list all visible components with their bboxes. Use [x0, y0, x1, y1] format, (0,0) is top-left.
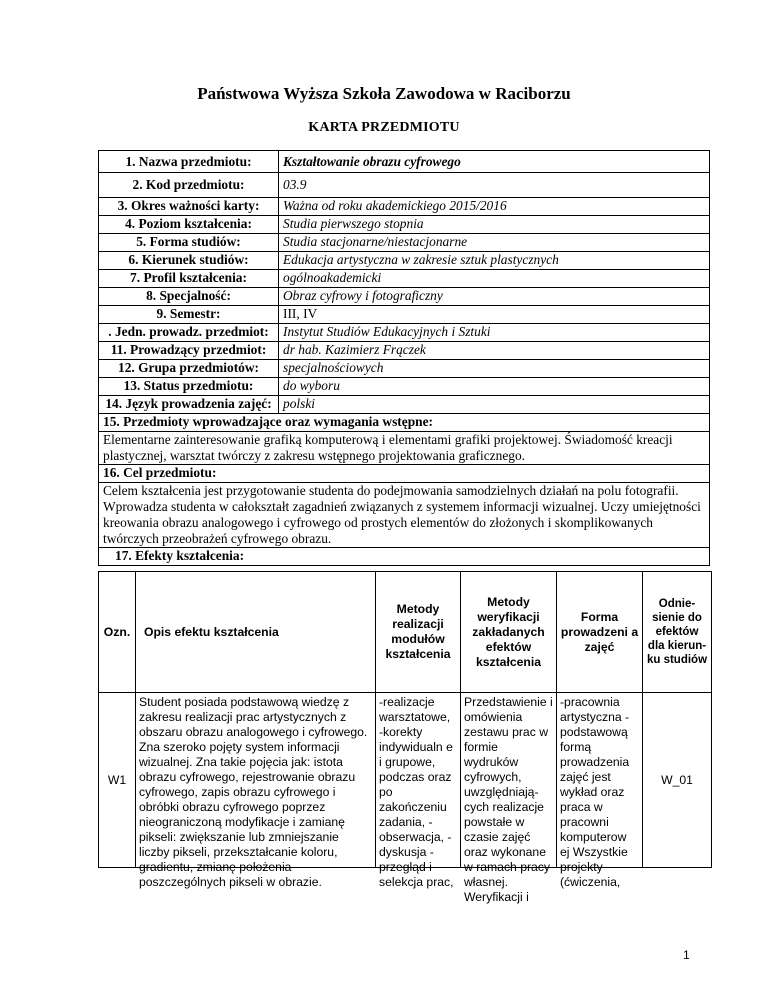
outcome-row	[99, 693, 712, 868]
field-label: 4. Poziom kształcenia:	[99, 216, 279, 234]
field-label: 9. Semestr:	[99, 306, 279, 324]
field-row	[99, 288, 710, 306]
field-value: specjalnościowych	[279, 360, 710, 378]
field-row	[99, 396, 710, 414]
field-row	[99, 198, 710, 216]
document-title: KARTA PRZEDMIOTU	[308, 120, 460, 135]
field-value: do wyboru	[279, 378, 710, 396]
field-label: 11. Prowadzący przedmiot:	[99, 342, 279, 360]
column-header: Odnie-sienie do efektów dla kierun-ku studiów	[643, 572, 712, 693]
field-value: Obraz cyfrowy i fotograficzny	[279, 288, 710, 306]
field-value: 03.9	[279, 173, 710, 198]
field-label: 12. Grupa przedmiotów:	[99, 360, 279, 378]
outcome-form-text: -pracownia artystyczna -podstawową formą prowadzenia zajęć jest wykład oraz praca w pracowni komputerow ej Wszystkie projekty (ćwiczenia,	[560, 695, 630, 889]
field-label: 13. Status przedmiotu:	[99, 378, 279, 396]
field-row	[99, 360, 710, 378]
outcome-methods-text: -realizacje warsztatowe, -korekty indywidualn e i grupowe, podczas oraz po zakończeniu zadania, -obserwacja, -dyskusja -przegląd i selekcja prac,	[379, 695, 454, 889]
field-label: 6. Kierunek studiów:	[99, 252, 279, 270]
field-value: Ważna od roku akademickiego 2015/2016	[279, 198, 710, 216]
section-heading-row	[99, 465, 710, 483]
field-value: polski	[279, 396, 710, 414]
field-row	[99, 342, 710, 360]
section-text-row	[99, 432, 710, 465]
field-label: 7. Profil kształcenia:	[99, 270, 279, 288]
column-header: Ozn.	[99, 572, 136, 693]
field-value: Kształtowanie obrazu cyfrowego	[279, 151, 710, 173]
outcomes-header-row	[99, 572, 712, 693]
field-value: III, IV	[279, 306, 710, 324]
course-info-table	[98, 150, 710, 566]
outcome-code: W1	[99, 693, 136, 868]
field-row	[99, 151, 710, 173]
field-label: 2. Kod przedmiotu:	[99, 173, 279, 198]
section-16-text: Celem kształcenia jest przygotowanie studenta do podejmowania samodzielnych działań na polu fotografii. Wprowadza studenta w całokształt zagadnień związanych z systemem informacji wizualnej. Uczy umiejętności kreowania obrazu analogowego i cyfrowego od prostych elementów do złożonych i skomplikowanych twórczych przeobrażeń cyfrowego obrazu.	[99, 483, 710, 548]
field-value: dr hab. Kazimierz Frączek	[279, 342, 710, 360]
field-label: 1. Nazwa przedmiotu:	[99, 151, 279, 173]
field-row	[99, 216, 710, 234]
column-header: Metody realizacji modułów kształcenia	[376, 572, 461, 693]
learning-outcomes-table	[98, 571, 712, 904]
field-row	[99, 324, 710, 342]
institution-name: Państwowa Wyższa Szkoła Zawodowa w Raciborzu	[197, 84, 571, 103]
page-number: 1	[683, 948, 690, 962]
outcome-verification-text: Przedstawienie i omówienia zestawu prac w formie wydruków cyfrowych, uwzględniają-cych realizacje powstałe w czasie zajęć oraz wykonane w ramach pracy własnej. Weryfikacji i	[464, 695, 553, 904]
field-value: Studia stacjonarne/niestacjonarne	[279, 234, 710, 252]
field-label: . Jedn. prowadz. przedmiot:	[99, 324, 279, 342]
outcome-methods	[376, 693, 461, 889]
field-row	[99, 173, 710, 198]
field-value: Edukacja artystyczna w zakresie sztuk plastycznych	[279, 252, 710, 270]
field-label: 3. Okres ważności karty:	[99, 198, 279, 216]
section-heading-row	[99, 414, 710, 432]
section-text-row	[99, 483, 710, 548]
outcome-verification	[461, 693, 557, 904]
outcome-description	[136, 693, 376, 889]
section-15-text: Elementarne zainteresowanie grafiką komputerową i elementami grafiki projektowej. Świadomość kreacji plastycznej, warsztat twórczy z zakresu wstępnego projektowania graficznego.	[99, 432, 710, 465]
outcome-reference: W_01	[643, 693, 712, 868]
outcome-description-text: Student posiada podstawową wiedzę z zakresu realizacji prac artystycznych z obszaru obrazu analogowego i cyfrowego. Zna szeroko pojęty system informacji wizualnej. Zna takie pojęcia jak: istota obrazu cyfrowego, rejestrowanie obrazu cyfrowego, zapis obrazu cyfrowego i obróbki obrazu cyfrowego poprzez nieograniczoną modyfikacje i zamianę pikseli: zwiększanie lub zmniejszanie liczby pikseli, przekształcanie koloru, gradientu, zmianę położenia poszczególnych pikseli w obrazie.	[139, 695, 368, 889]
field-label: 14. Język prowadzenia zajęć:	[99, 396, 279, 414]
outcome-form	[557, 693, 643, 889]
field-value: ogólnoakademicki	[279, 270, 710, 288]
column-header: Forma prowadzeni a zajęć	[557, 572, 643, 693]
column-header: Metody weryfikacji zakładanych efektów kształcenia	[461, 572, 557, 693]
column-header: Opis efektu kształcenia	[136, 572, 376, 693]
field-label: 8. Specjalność:	[99, 288, 279, 306]
section-16-heading: 16. Cel przedmiotu:	[99, 465, 710, 483]
field-row	[99, 252, 710, 270]
field-value: Studia pierwszego stopnia	[279, 216, 710, 234]
section-17-heading: 17. Efekty kształcenia:	[99, 548, 710, 566]
field-row	[99, 270, 710, 288]
section-heading-row	[99, 548, 710, 566]
field-row	[99, 378, 710, 396]
field-row	[99, 306, 710, 324]
field-row	[99, 234, 710, 252]
field-value: Instytut Studiów Edukacyjnych i Sztuki	[279, 324, 710, 342]
section-15-heading: 15. Przedmioty wprowadzające oraz wymagania wstępne:	[99, 414, 710, 432]
field-label: 5. Forma studiów:	[99, 234, 279, 252]
